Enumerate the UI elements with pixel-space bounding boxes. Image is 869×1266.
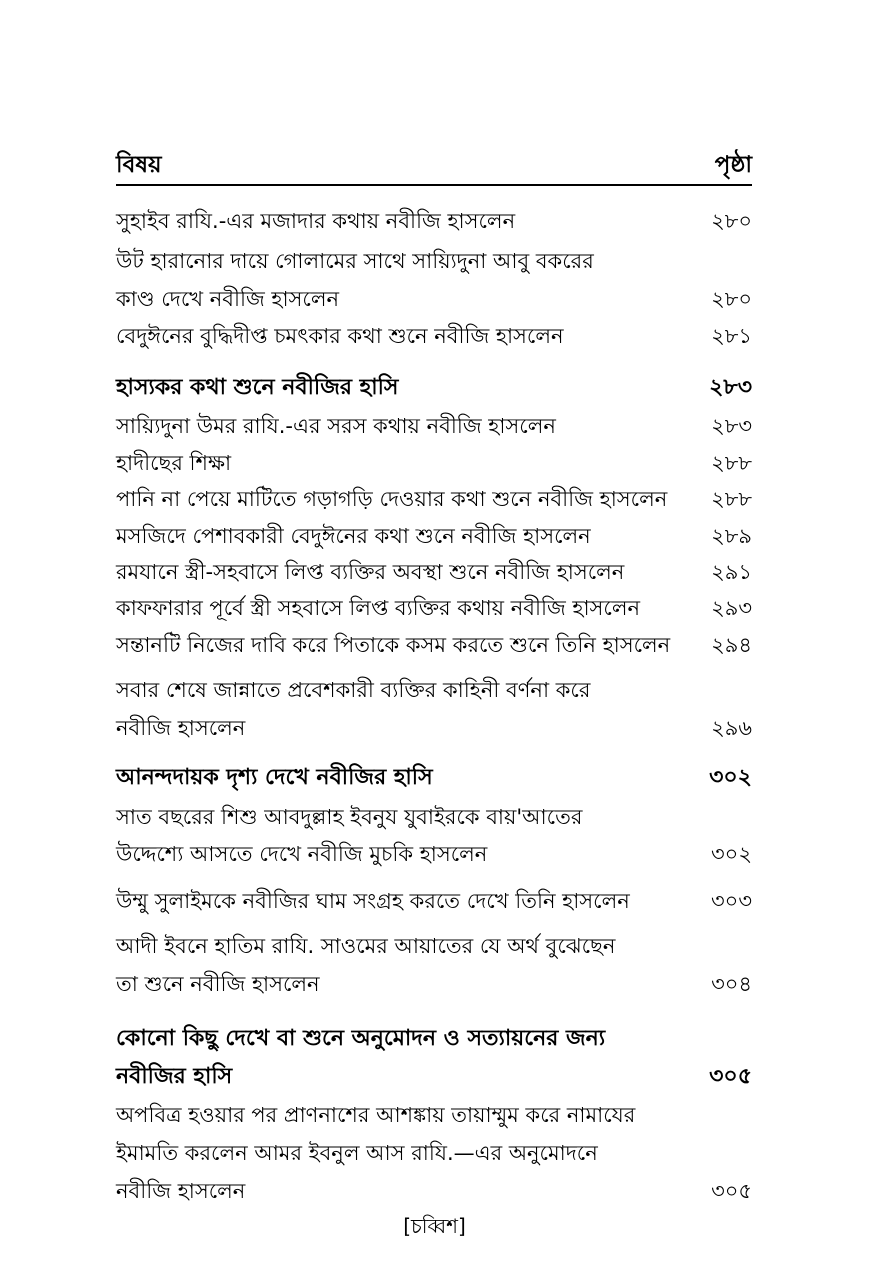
entry-page: ৩০৩: [711, 889, 752, 913]
section-text: আনন্দদায়ক দৃশ্য দেখে নবীজির হাসি: [116, 765, 433, 790]
toc-entry: [116, 556, 752, 588]
entry-page: ২৮৮: [711, 451, 752, 475]
toc-entry: [116, 1175, 752, 1207]
section-page: ৩০২: [709, 765, 752, 790]
toc-entry: [116, 410, 752, 442]
toc-entry: [116, 674, 752, 706]
entry-page: ২৮৩: [711, 414, 752, 438]
entry-text: সুহাইব রাযি.-এর মজাদার কথায় নবীজি হাসলেন: [116, 209, 516, 233]
section-text: কোনো কিছু দেখে বা শুনে অনুমোদন ও সত্যায়নের জন্য: [116, 1026, 606, 1051]
toc-entry: [116, 885, 752, 917]
entry-text: উট হারানোর দায়ে গোলামের সাথে সায়্যিদুনা আবু বকরের: [116, 249, 594, 273]
header-divider: [116, 184, 752, 186]
entry-text: হাদীছের শিক্ষা: [116, 451, 232, 475]
entry-text: পানি না পেয়ে মাটিতে গড়াগড়ি দেওয়ার কথা শুনে নবীজি হাসলেন: [116, 487, 668, 511]
entry-text: কাণ্ড দেখে নবীজি হাসলেন: [116, 287, 340, 311]
entry-text: সন্তানটি নিজের দাবি করে পিতাকে কসম করতে শুনে তিনি হাসলেন: [116, 633, 671, 657]
entry-text: আদী ইবনে হাতিম রাযি. সাওমের আয়াতের যে অর্থ বুঝেছেন: [116, 934, 616, 958]
entry-text: সবার শেষে জান্নাতে প্রবেশকারী ব্যক্তির কাহিনী বর্ণনা করে: [116, 678, 591, 702]
toc-entry: [116, 1137, 752, 1169]
toc-entry: [116, 712, 752, 744]
entry-text: উদ্দেশ্যে আসতে দেখে নবীজি মুচকি হাসলেন: [116, 842, 488, 866]
entry-page: ২৯৩: [711, 596, 752, 620]
entry-page: ২৮৯: [711, 524, 752, 548]
page-number-footer: [চব্বিশ]: [403, 1214, 466, 1238]
entry-text: সায়্যিদুনা উমর রাযি.-এর সরস কথায় নবীজি হাসলেন: [116, 414, 556, 438]
entry-text: বেদুঈনের বুদ্ধিদীপ্ত চমৎকার কথা শুনে নবীজি হাসলেন: [116, 324, 564, 348]
toc-entry: [116, 838, 752, 870]
entry-page: ২৯৪: [711, 633, 752, 657]
toc-entry: [116, 283, 752, 315]
toc-entry: [116, 320, 752, 352]
toc-entry: [116, 245, 752, 277]
section-page: ৩০৫: [709, 1064, 752, 1089]
entry-page: ২৮০: [711, 209, 752, 233]
section-text: হাস্যকর কথা শুনে নবীজির হাসি: [116, 375, 399, 400]
entry-page: ৩০৫: [711, 1179, 752, 1203]
entry-text: নবীজি হাসলেন: [116, 1179, 246, 1203]
entry-page: ২৯৬: [711, 716, 752, 740]
toc-entry: [116, 447, 752, 479]
entry-text: সাত বছরের শিশু আবদুল্লাহ ইবনুয যুবাইরকে বায়'আতের: [116, 805, 583, 829]
toc-section-heading: [116, 1061, 752, 1093]
entry-page: ২৮১: [711, 324, 752, 348]
toc-entry: [116, 1099, 752, 1131]
entry-text: অপবিত্র হওয়ার পর প্রাণনাশের আশঙ্কায় তায়াম্মুম করে নামাযের: [116, 1103, 636, 1127]
entry-page: ২৮৮: [711, 487, 752, 511]
entry-text: মসজিদে পেশাবকারী বেদুঈনের কথা শুনে নবীজি হাসলেন: [116, 524, 591, 548]
section-page: ২৮৩: [709, 375, 752, 400]
toc-entry: [116, 592, 752, 624]
entry-text: নবীজি হাসলেন: [116, 716, 246, 740]
entry-page: ৩০৪: [711, 972, 752, 996]
toc-entry: [116, 520, 752, 552]
entry-text: উম্মু সুলাইমকে নবীজির ঘাম সংগ্রহ করতে দেখে তিনি হাসলেন: [116, 889, 630, 913]
toc-entry: [116, 968, 752, 1000]
toc-section-heading: [116, 372, 752, 404]
toc-header: [116, 146, 752, 182]
toc-entry: [116, 930, 752, 962]
section-text: নবীজির হাসি: [116, 1064, 233, 1089]
entry-page: ২৯১: [711, 560, 752, 584]
entry-page: ২৮০: [711, 287, 752, 311]
toc-entry: [116, 483, 752, 515]
toc-section-heading: [116, 1023, 752, 1055]
entry-page: ৩০২: [711, 842, 752, 866]
entry-text: কাফফারার পূর্বে স্ত্রী সহবাসে লিপ্ত ব্যক্তির কথায় নবীজি হাসলেন: [116, 596, 641, 620]
toc-entry: [116, 801, 752, 833]
toc-section-heading: [116, 762, 752, 794]
entry-text: তা শুনে নবীজি হাসলেন: [116, 972, 320, 996]
toc-entry: [116, 205, 752, 237]
toc-entry: [116, 629, 752, 661]
subject-heading: বিষয়: [116, 152, 162, 178]
page-heading: পৃষ্ঠা: [714, 152, 752, 178]
entry-text: রমযানে স্ত্রী-সহবাসে লিপ্ত ব্যক্তির অবস্থা শুনে নবীজি হাসলেন: [116, 560, 625, 584]
entry-text: ইমামতি করলেন আমর ইবনুল আস রাযি.—এর অনুমোদনে: [116, 1141, 598, 1165]
